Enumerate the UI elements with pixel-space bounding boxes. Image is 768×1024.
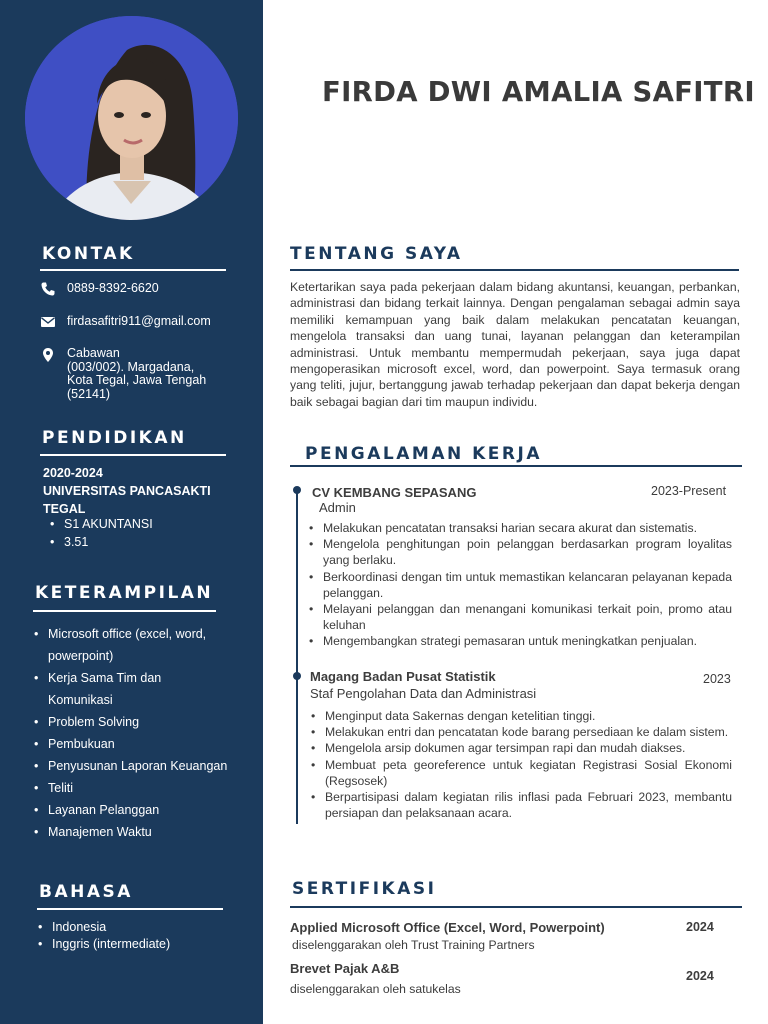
education-divider xyxy=(40,454,226,456)
job-date: 2023-Present xyxy=(651,484,727,498)
contact-heading: KONTAK xyxy=(42,244,135,264)
certification-heading: SERTIFIKASI xyxy=(292,879,437,899)
address-line: (52141) xyxy=(67,386,111,401)
job-date: 2023 xyxy=(703,672,731,686)
job-company: CV KEMBANG SEPASANG xyxy=(312,485,477,500)
timeline-dot xyxy=(293,672,301,680)
contact-phone xyxy=(40,281,159,297)
list-item: • Teliti xyxy=(32,777,252,799)
list-item: • Berpartisipasi dalam kegiatan rilis inflasi pada Februari 2023, membantu persiapan dan pelaksanaan acara. xyxy=(308,789,732,821)
contact-address xyxy=(40,347,206,401)
about-text: Ketertarikan saya pada pekerjaan dalam bidang akuntansi, keuangan, perbankan, administrasi dan bidang terkait lainnya. Dengan pengalaman sebagai admin saya memiliki kemampuan yang baik dalam melakukan pencatatan keuangan, mengelola transaksi dan uang tunai, layanan pelanggan dan keterampilan administrasi. Untuk membantu mempermudah pekerjaan, saya juga dapat mengoperasikan microsoft excel, word, dan powerpoint. Saya termasuk orang yang teliti, jujur, bertanggung jawab terhadap pekerjaan dan dapat bekerja dengan baik sebagai bagian dari tim maupun individu. xyxy=(290,280,740,409)
list-item: • Berkoordinasi dengan tim untuk memastikan kelancaran pelayanan kepada pelanggan. xyxy=(306,569,732,601)
candidate-name: FIRDA DWI AMALIA SAFITRI xyxy=(322,76,755,108)
language-list xyxy=(36,919,170,952)
job-role: Admin xyxy=(319,500,356,515)
phone-icon xyxy=(40,281,56,297)
list-item: • Melayani pelanggan dan menangani komunikasi terkait poin, promo atau keluhan xyxy=(306,601,732,633)
list-item: • Pembukuan xyxy=(32,733,252,755)
timeline-line xyxy=(296,489,298,824)
experience-heading: PENGALAMAN KERJA xyxy=(305,444,542,464)
list-item: • Menginput data Sakernas dengan ketelitian tinggi. xyxy=(308,708,732,724)
mail-icon xyxy=(40,314,56,330)
language-heading: BAHASA xyxy=(39,882,133,902)
list-item xyxy=(32,623,252,667)
list-item: • Layanan Pelanggan xyxy=(32,799,252,821)
job-company: Magang Badan Pusat Statistik xyxy=(310,669,496,684)
contact-divider xyxy=(40,269,226,271)
sidebar xyxy=(0,0,263,1024)
about-divider xyxy=(290,269,739,271)
skill-text: • Microsoft office (excel, word, xyxy=(48,627,207,641)
cert-title: Brevet Pajak A&B xyxy=(290,961,400,976)
contact-email xyxy=(40,314,211,330)
cert-year: 2024 xyxy=(686,920,714,934)
certification-divider xyxy=(290,906,742,908)
cert-title: Applied Microsoft Office (Excel, Word, Powerpoint) xyxy=(290,920,605,935)
skill-text: Komunikasi xyxy=(48,693,113,707)
list-item xyxy=(32,667,252,711)
skills-divider xyxy=(33,610,216,612)
location-pin-icon xyxy=(40,347,56,363)
list-item: • Penyusunan Laporan Keuangan xyxy=(32,755,252,777)
job-duties xyxy=(306,520,732,650)
list-item: • S1 AKUNTANSI xyxy=(48,515,153,533)
education-heading: PENDIDIKAN xyxy=(42,428,187,448)
education-years: 2020-2024 xyxy=(43,466,103,480)
address-line: Kota Tegal, Jawa Tengah xyxy=(67,373,207,387)
skill-text: powerpoint) xyxy=(48,649,114,663)
email-address[interactable]: firdasafitri911@gmail.com xyxy=(67,314,211,328)
job-duties xyxy=(308,708,732,821)
list-item: • Problem Solving xyxy=(32,711,252,733)
address-line: Cabawan xyxy=(67,346,120,360)
education-details xyxy=(48,515,153,551)
job-role: Staf Pengolahan Data dan Administrasi xyxy=(310,686,537,701)
list-item: • Melakukan entri dan pencatatan kode barang persediaan ke dalam sistem. xyxy=(308,724,732,740)
education-school: UNIVERSITAS PANCASAKTI xyxy=(43,484,211,498)
cert-organizer: diselenggarakan oleh Trust Training Partners xyxy=(292,938,535,952)
list-item: • 3.51 xyxy=(48,533,153,551)
skills-list xyxy=(32,623,252,843)
language-divider xyxy=(37,908,223,910)
experience-divider xyxy=(290,465,742,467)
list-item: • Mengembangkan strategi pemasaran untuk meningkatkan penjualan. xyxy=(306,633,732,649)
about-heading: TENTANG SAYA xyxy=(290,244,463,264)
list-item: • Melakukan pencatatan transaksi harian secara akurat dan sistematis. xyxy=(306,520,732,536)
profile-photo xyxy=(25,16,238,220)
list-item: • Mengelola penghitungan poin pelanggan berdasarkan program loyalitas yang berlaku. xyxy=(306,536,732,568)
list-item: • Membuat peta georeference untuk kegiatan Registrasi Sosial Ekonomi (Regsosek) xyxy=(308,757,732,789)
skills-heading: KETERAMPILAN xyxy=(35,583,214,603)
timeline-dot xyxy=(293,486,301,494)
profile-photo-image xyxy=(25,16,238,220)
address-line: (003/002). Margadana, xyxy=(67,359,195,374)
education-school-cont: TEGAL xyxy=(43,502,86,516)
cert-organizer: diselenggarakan oleh satukelas xyxy=(290,982,461,996)
list-item: • Mengelola arsip dokumen agar tersimpan rapi dan mudah diakses. xyxy=(308,740,732,756)
cert-year: 2024 xyxy=(686,969,714,983)
address-text xyxy=(67,347,206,401)
list-item: • Inggris (intermediate) xyxy=(36,936,170,953)
list-item: • Indonesia xyxy=(36,919,170,936)
phone-number[interactable]: 0889-8392-6620 xyxy=(67,281,159,295)
list-item: • Manajemen Waktu xyxy=(32,821,252,843)
skill-text: • Kerja Sama Tim dan xyxy=(48,671,162,685)
